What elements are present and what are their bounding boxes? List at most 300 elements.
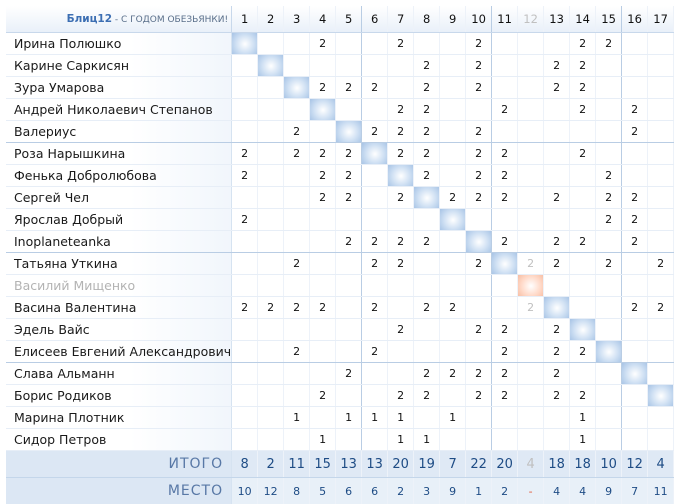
diagonal-cell <box>622 363 648 385</box>
score-cell: 2 <box>544 231 570 253</box>
score-cell <box>336 429 362 451</box>
column-header: 11 <box>492 6 518 33</box>
diagonal-cell <box>518 275 544 297</box>
total-cell: 12 <box>622 451 648 478</box>
score-cell <box>284 187 310 209</box>
score-cell: 2 <box>596 253 622 275</box>
score-cell <box>284 363 310 385</box>
diagonal-cell <box>388 165 414 187</box>
score-cell <box>440 275 466 297</box>
table-row <box>6 99 674 121</box>
score-cell: 2 <box>492 341 518 363</box>
score-cell <box>232 77 258 99</box>
total-cell: 18 <box>544 451 570 478</box>
score-cell: 1 <box>310 429 336 451</box>
score-cell: 2 <box>336 143 362 165</box>
score-cell: 2 <box>336 165 362 187</box>
score-cell <box>362 99 388 121</box>
score-cell <box>284 209 310 231</box>
score-cell <box>258 385 284 407</box>
score-cell: 2 <box>362 297 388 319</box>
score-cell <box>570 209 596 231</box>
score-cell <box>622 143 648 165</box>
score-cell: 2 <box>570 143 596 165</box>
header-row <box>6 6 674 33</box>
score-cell <box>518 429 544 451</box>
table-row <box>6 429 674 451</box>
score-cell: 2 <box>466 319 492 341</box>
score-cell: 2 <box>388 385 414 407</box>
score-cell: 2 <box>284 121 310 143</box>
score-cell <box>622 77 648 99</box>
score-cell <box>232 253 258 275</box>
table-row <box>6 275 674 297</box>
score-cell: 2 <box>310 385 336 407</box>
place-cell: 6 <box>362 478 388 504</box>
score-cell <box>544 33 570 55</box>
score-cell <box>310 275 336 297</box>
score-cell <box>362 187 388 209</box>
score-cell <box>648 407 674 429</box>
table-row <box>6 385 674 407</box>
score-cell: 2 <box>544 341 570 363</box>
score-cell <box>258 231 284 253</box>
player-name: Валериус <box>6 121 232 143</box>
score-cell: 2 <box>492 231 518 253</box>
table-row <box>6 143 674 165</box>
score-cell <box>648 55 674 77</box>
total-cell: 4 <box>648 451 674 478</box>
score-cell: 2 <box>622 99 648 121</box>
player-name: Борис Родиков <box>6 385 232 407</box>
score-cell: 2 <box>570 55 596 77</box>
score-cell: 1 <box>440 407 466 429</box>
score-cell <box>414 341 440 363</box>
score-cell <box>466 297 492 319</box>
score-cell <box>336 341 362 363</box>
score-cell <box>310 319 336 341</box>
score-cell <box>440 165 466 187</box>
score-cell <box>466 429 492 451</box>
score-cell <box>596 319 622 341</box>
score-cell <box>648 319 674 341</box>
table-row <box>6 319 674 341</box>
score-cell: 2 <box>492 99 518 121</box>
score-cell <box>648 209 674 231</box>
column-header: 17 <box>648 6 674 33</box>
column-header: 15 <box>596 6 622 33</box>
score-cell: 2 <box>414 99 440 121</box>
score-cell <box>336 33 362 55</box>
score-cell: 2 <box>388 99 414 121</box>
score-cell <box>570 275 596 297</box>
score-cell <box>440 385 466 407</box>
column-header: 3 <box>284 6 310 33</box>
score-cell <box>232 385 258 407</box>
score-cell <box>258 77 284 99</box>
place-cell: 6 <box>336 478 362 504</box>
score-cell <box>570 165 596 187</box>
place-cell: 3 <box>414 478 440 504</box>
player-name: Сергей Чел <box>6 187 232 209</box>
score-cell: 2 <box>596 33 622 55</box>
score-cell: 2 <box>362 77 388 99</box>
score-cell <box>648 187 674 209</box>
column-header: 4 <box>310 6 336 33</box>
score-cell <box>570 253 596 275</box>
score-cell <box>284 319 310 341</box>
player-name: Марина Плотник <box>6 407 232 429</box>
score-cell <box>492 407 518 429</box>
score-cell <box>596 429 622 451</box>
score-cell: 2 <box>336 231 362 253</box>
score-cell: 2 <box>570 385 596 407</box>
score-cell: 2 <box>362 253 388 275</box>
score-cell <box>232 55 258 77</box>
score-cell <box>362 209 388 231</box>
score-cell <box>596 121 622 143</box>
score-cell <box>440 99 466 121</box>
score-cell <box>518 143 544 165</box>
score-cell: 2 <box>414 297 440 319</box>
table-row <box>6 55 674 77</box>
place-cell: 1 <box>466 478 492 504</box>
score-cell: 2 <box>518 297 544 319</box>
total-cell: 4 <box>518 451 544 478</box>
place-cell: 4 <box>544 478 570 504</box>
score-cell: 2 <box>466 253 492 275</box>
player-name: Ярослав Добрый <box>6 209 232 231</box>
score-cell <box>388 297 414 319</box>
score-cell <box>362 55 388 77</box>
score-cell <box>362 33 388 55</box>
score-cell <box>622 429 648 451</box>
score-cell: 2 <box>440 363 466 385</box>
score-cell <box>258 209 284 231</box>
score-cell <box>492 275 518 297</box>
place-cell: 8 <box>284 478 310 504</box>
score-cell <box>440 429 466 451</box>
score-cell <box>622 407 648 429</box>
score-cell: 2 <box>414 165 440 187</box>
score-cell <box>336 297 362 319</box>
column-header: 12 <box>518 6 544 33</box>
diagonal-cell <box>414 187 440 209</box>
score-cell: 2 <box>388 33 414 55</box>
place-cell: 9 <box>596 478 622 504</box>
score-cell <box>492 33 518 55</box>
score-cell <box>232 341 258 363</box>
score-cell <box>258 187 284 209</box>
score-cell <box>622 385 648 407</box>
score-cell <box>388 341 414 363</box>
score-cell <box>518 231 544 253</box>
score-cell: 2 <box>570 77 596 99</box>
player-name: Василий Мищенко <box>6 275 232 297</box>
score-cell <box>388 275 414 297</box>
table-row <box>6 407 674 429</box>
player-name: Сидор Петров <box>6 429 232 451</box>
total-cell: 2 <box>258 451 284 478</box>
score-cell: 1 <box>570 407 596 429</box>
score-cell <box>518 187 544 209</box>
score-cell <box>596 99 622 121</box>
totals-row <box>6 451 674 478</box>
score-cell <box>336 253 362 275</box>
score-cell <box>284 385 310 407</box>
score-cell: 2 <box>310 187 336 209</box>
table-row <box>6 363 674 385</box>
table-row <box>6 297 674 319</box>
score-cell <box>232 429 258 451</box>
score-cell <box>284 33 310 55</box>
score-cell <box>440 341 466 363</box>
score-cell <box>622 33 648 55</box>
score-cell <box>466 99 492 121</box>
score-cell <box>622 275 648 297</box>
score-cell: 2 <box>544 385 570 407</box>
player-name: Слава Альманн <box>6 363 232 385</box>
score-cell: 2 <box>362 121 388 143</box>
score-cell: 2 <box>388 319 414 341</box>
score-cell <box>518 33 544 55</box>
score-cell: 2 <box>414 363 440 385</box>
score-cell <box>284 275 310 297</box>
title-separator: - <box>112 15 121 25</box>
score-cell <box>310 121 336 143</box>
place-cell: 2 <box>388 478 414 504</box>
score-cell <box>544 121 570 143</box>
score-cell: 2 <box>362 341 388 363</box>
score-cell <box>596 407 622 429</box>
score-cell: 2 <box>414 77 440 99</box>
score-cell <box>388 77 414 99</box>
score-cell: 2 <box>310 33 336 55</box>
place-cell: 4 <box>570 478 596 504</box>
score-cell: 2 <box>258 297 284 319</box>
player-name: Эдель Вайс <box>6 319 232 341</box>
score-cell: 2 <box>570 99 596 121</box>
score-cell: 2 <box>362 231 388 253</box>
score-cell <box>440 121 466 143</box>
score-cell <box>492 55 518 77</box>
diagonal-cell <box>492 253 518 275</box>
score-cell <box>622 165 648 187</box>
score-cell: 2 <box>232 209 258 231</box>
score-cell <box>440 33 466 55</box>
total-cell: 22 <box>466 451 492 478</box>
column-header: 2 <box>258 6 284 33</box>
column-header: 16 <box>622 6 648 33</box>
score-cell <box>622 319 648 341</box>
score-cell <box>492 429 518 451</box>
score-cell: 2 <box>466 121 492 143</box>
score-cell <box>622 55 648 77</box>
score-cell <box>648 99 674 121</box>
score-cell <box>570 121 596 143</box>
score-cell <box>258 319 284 341</box>
score-cell: 2 <box>570 33 596 55</box>
totals-label: ИТОГО <box>6 451 232 478</box>
score-cell <box>414 275 440 297</box>
score-cell: 2 <box>544 77 570 99</box>
score-cell <box>466 275 492 297</box>
score-cell: 2 <box>492 363 518 385</box>
score-cell <box>258 99 284 121</box>
score-cell <box>232 275 258 297</box>
score-cell <box>648 143 674 165</box>
score-cell <box>388 363 414 385</box>
score-cell: 1 <box>284 407 310 429</box>
table-row <box>6 253 674 275</box>
score-cell: 2 <box>544 55 570 77</box>
score-cell: 2 <box>596 209 622 231</box>
score-cell <box>648 275 674 297</box>
score-cell <box>232 319 258 341</box>
score-cell: 2 <box>492 187 518 209</box>
score-cell <box>518 341 544 363</box>
score-cell: 2 <box>414 231 440 253</box>
score-cell <box>544 165 570 187</box>
score-cell <box>518 209 544 231</box>
score-cell: 2 <box>336 187 362 209</box>
score-cell <box>492 121 518 143</box>
score-cell: 1 <box>336 407 362 429</box>
player-name: Inoplaneteanka <box>6 231 232 253</box>
score-cell: 2 <box>492 319 518 341</box>
score-cell <box>596 55 622 77</box>
score-cell <box>544 275 570 297</box>
table-row <box>6 231 674 253</box>
column-header: 10 <box>466 6 492 33</box>
score-cell <box>232 187 258 209</box>
score-cell <box>518 99 544 121</box>
score-cell: 2 <box>492 385 518 407</box>
score-cell <box>648 33 674 55</box>
score-cell <box>258 165 284 187</box>
score-cell: 2 <box>414 385 440 407</box>
score-cell <box>258 143 284 165</box>
score-cell: 2 <box>466 33 492 55</box>
score-cell <box>648 231 674 253</box>
place-cell: 9 <box>440 478 466 504</box>
score-cell <box>544 429 570 451</box>
place-cell: 7 <box>622 478 648 504</box>
score-cell: 2 <box>466 143 492 165</box>
score-cell <box>362 429 388 451</box>
score-cell <box>336 99 362 121</box>
score-cell: 2 <box>466 165 492 187</box>
score-cell <box>258 341 284 363</box>
player-name: Карине Саркисян <box>6 55 232 77</box>
score-cell <box>518 55 544 77</box>
column-header: 13 <box>544 6 570 33</box>
score-cell: 2 <box>232 143 258 165</box>
score-cell: 2 <box>440 187 466 209</box>
column-header: 6 <box>362 6 388 33</box>
score-cell <box>284 55 310 77</box>
score-cell <box>258 407 284 429</box>
score-cell: 2 <box>570 231 596 253</box>
score-cell <box>232 231 258 253</box>
table-row <box>6 165 674 187</box>
score-cell: 2 <box>388 231 414 253</box>
score-cell: 2 <box>570 341 596 363</box>
score-cell <box>336 275 362 297</box>
score-cell <box>258 275 284 297</box>
score-cell <box>232 363 258 385</box>
total-cell: 20 <box>492 451 518 478</box>
score-cell: 2 <box>622 231 648 253</box>
score-cell <box>518 363 544 385</box>
player-name: Ирина Полюшко <box>6 33 232 55</box>
score-cell: 2 <box>596 187 622 209</box>
score-cell <box>258 363 284 385</box>
score-cell <box>284 231 310 253</box>
score-cell: 2 <box>544 363 570 385</box>
score-cell: 2 <box>466 55 492 77</box>
player-name: Зура Умарова <box>6 77 232 99</box>
place-label: МЕСТО <box>6 478 232 504</box>
score-cell: 2 <box>544 187 570 209</box>
total-cell: 13 <box>362 451 388 478</box>
score-cell <box>544 99 570 121</box>
score-cell <box>544 407 570 429</box>
score-cell <box>336 385 362 407</box>
score-cell: 1 <box>388 407 414 429</box>
score-cell <box>648 77 674 99</box>
score-cell: 1 <box>362 407 388 429</box>
score-cell: 2 <box>648 253 674 275</box>
score-cell: 2 <box>492 165 518 187</box>
column-header: 1 <box>232 6 258 33</box>
place-cell: 10 <box>232 478 258 504</box>
score-cell: 1 <box>388 429 414 451</box>
score-cell <box>648 363 674 385</box>
score-cell: 2 <box>336 363 362 385</box>
score-cell <box>284 165 310 187</box>
place-cell: 5 <box>310 478 336 504</box>
score-cell <box>570 363 596 385</box>
score-cell: 2 <box>414 143 440 165</box>
score-cell <box>258 253 284 275</box>
diagonal-cell <box>648 385 674 407</box>
player-name: Елисеев Евгений Александрович <box>6 341 232 363</box>
player-name: Роза Нарышкина <box>6 143 232 165</box>
score-cell: 2 <box>310 77 336 99</box>
score-cell: 2 <box>466 363 492 385</box>
score-cell <box>310 363 336 385</box>
score-cell <box>232 121 258 143</box>
diagonal-cell <box>232 33 258 55</box>
score-cell: 2 <box>310 297 336 319</box>
score-cell <box>544 143 570 165</box>
score-cell <box>310 231 336 253</box>
table-row <box>6 121 674 143</box>
score-cell <box>440 55 466 77</box>
score-cell: 2 <box>284 143 310 165</box>
score-cell <box>570 297 596 319</box>
score-cell: 2 <box>336 77 362 99</box>
table-row <box>6 209 674 231</box>
score-cell <box>414 319 440 341</box>
table-row <box>6 187 674 209</box>
table-row <box>6 33 674 55</box>
score-cell <box>440 143 466 165</box>
column-header: 14 <box>570 6 596 33</box>
score-cell <box>258 33 284 55</box>
results-table <box>6 6 674 504</box>
